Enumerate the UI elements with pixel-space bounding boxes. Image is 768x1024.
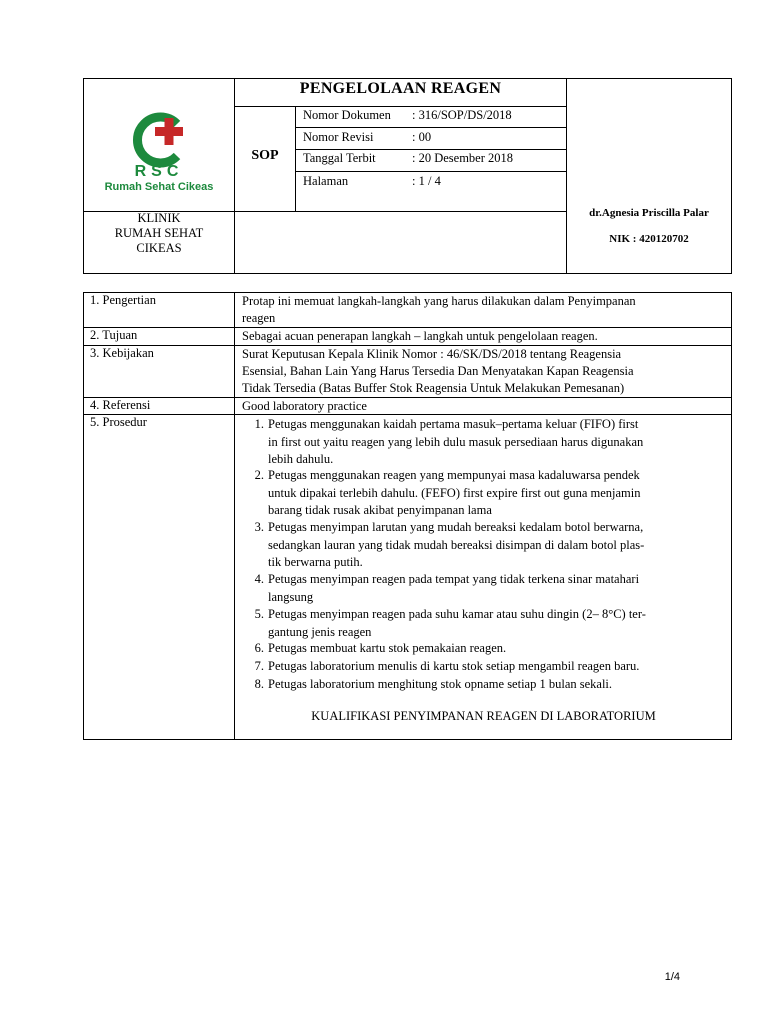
row-label-prosedur: 5. Prosedur bbox=[90, 415, 147, 429]
text-line: Petugas menyimpan reagen pada suhu kamar atau suhu dingin (2– 8°C) ter- bbox=[268, 607, 646, 621]
logo-clinic-name: Rumah Sehat Cikeas bbox=[104, 181, 214, 193]
text-line: in first out yaitu reagen yang lebih dulu masuk persediaan harus digunakan bbox=[268, 434, 644, 449]
divider bbox=[295, 127, 566, 128]
row-label-kebijakan: 3. Kebijakan bbox=[90, 346, 154, 360]
row-content-referensi bbox=[242, 398, 726, 415]
meta-value-halaman: : 1 / 4 bbox=[412, 174, 441, 188]
text-line: gantung jenis reagen bbox=[268, 624, 372, 639]
sop-label: SOP bbox=[251, 148, 279, 163]
page-number: 1/4 bbox=[664, 971, 680, 983]
text-line: Good laboratory practice bbox=[242, 399, 367, 413]
text-line: Sebagai acuan penerapan langkah – langkah untuk pengelolaan reagen. bbox=[242, 329, 598, 343]
clinic-name-line: KLINIK bbox=[137, 211, 181, 225]
procedure-item-number: 7. bbox=[254, 659, 264, 673]
clinic-name bbox=[84, 211, 234, 256]
text-line: Tidak Tersedia (Batas Buffer Stok Reagensia Untuk Melakukan Pemesanan) bbox=[242, 381, 625, 395]
text-line: Protap ini memuat langkah-langkah yang harus dilakukan dalam Penyimpanan bbox=[242, 294, 636, 308]
procedure-item-number: 1. bbox=[254, 417, 264, 431]
text-line: Petugas menggunakan kaidah pertama masuk–pertama keluar (FIFO) first bbox=[268, 417, 639, 431]
text-line: Petugas laboratorium menghitung stok opname setiap 1 bulan sekali. bbox=[268, 677, 613, 691]
text-line: Surat Keputusan Kepala Klinik Nomor : 46/SK/DS/2018 tentang Reagensia bbox=[242, 347, 622, 361]
clinic-name-line: RUMAH SEHAT bbox=[114, 226, 204, 240]
divider bbox=[295, 106, 296, 211]
divider bbox=[234, 292, 235, 740]
text-line: reagen bbox=[242, 311, 276, 325]
clinic-name-line: CIKEAS bbox=[136, 241, 182, 255]
text-line: Petugas menggunakan reagen yang mempunyai masa kadaluwarsa pendek bbox=[268, 468, 640, 482]
meta-value-nomor-dokumen: : 316/SOP/DS/2018 bbox=[412, 108, 512, 122]
text-line: Petugas laboratorium menulis di kartu stok setiap mengambil reagen baru. bbox=[268, 659, 640, 673]
row-label-referensi: 4. Referensi bbox=[90, 398, 151, 412]
rsc-logo-icon bbox=[95, 108, 223, 180]
meta-label-tanggal-terbit: Tanggal Terbit bbox=[303, 151, 376, 165]
procedure-item-number: 4. bbox=[254, 572, 264, 586]
text-line: tik berwarna putih. bbox=[268, 555, 363, 569]
signatory-name: dr.Agnesia Priscilla Palar bbox=[589, 207, 709, 219]
procedure-item-number: 6. bbox=[254, 641, 264, 655]
divider bbox=[295, 149, 566, 150]
procedure-item-number: 8. bbox=[254, 677, 264, 691]
procedure-item-number: 2. bbox=[254, 468, 264, 482]
text-line: Esensial, Bahan Lain Yang Harus Tersedia Dan Menyatakan Kapan Reagensia bbox=[242, 364, 634, 378]
row-label-tujuan: 2. Tujuan bbox=[90, 328, 138, 342]
row-content-pengertian bbox=[242, 293, 726, 327]
row-label-pengertian: 1. Pengertian bbox=[90, 293, 156, 307]
text-line: barang tidak rusak akibat penyimpanan lama bbox=[268, 503, 492, 517]
text-line: Petugas menyimpan reagen pada tempat yang tidak terkena sinar matahari bbox=[268, 572, 640, 586]
text-line: Petugas membuat kartu stok pemakaian reagen. bbox=[268, 641, 507, 655]
procedure-item-number: 5. bbox=[254, 607, 264, 621]
meta-label-nomor-revisi: Nomor Revisi bbox=[303, 130, 374, 144]
divider bbox=[234, 106, 566, 107]
clinic-logo bbox=[95, 108, 223, 198]
meta-value-nomor-revisi: : 00 bbox=[412, 130, 432, 144]
text-line: sedangkan lauran yang tidak mudah bereaksi disimpan di dalam botol plas- bbox=[268, 537, 645, 552]
divider bbox=[295, 171, 566, 172]
row-content-tujuan bbox=[242, 328, 726, 345]
section-subheading: KUALIFIKASI PENYIMPANAN REAGEN DI LABORATORIUM bbox=[311, 709, 656, 723]
row-content-kebijakan bbox=[242, 346, 726, 397]
text-line: Petugas menyimpan larutan yang mudah bereaksi kedalam botol berwarna, bbox=[268, 520, 644, 534]
divider bbox=[234, 78, 235, 274]
meta-value-tanggal-terbit: : 20 Desember 2018 bbox=[412, 151, 514, 165]
signatory-nik: NIK : 420120702 bbox=[609, 233, 689, 245]
procedure-item-number: 3. bbox=[254, 520, 264, 534]
text-line: lebih dahulu. bbox=[268, 452, 334, 466]
document-title: PENGELOLAAN REAGEN bbox=[299, 80, 502, 97]
text-line: untuk dipakai terlebih dahulu. (FEFO) first expire first out guna menjamin bbox=[268, 485, 641, 500]
logo-letters: RSC bbox=[134, 163, 184, 180]
meta-label-nomor-dokumen: Nomor Dokumen bbox=[303, 108, 391, 122]
text-line: langsung bbox=[268, 589, 314, 604]
meta-label-halaman: Halaman bbox=[303, 174, 349, 188]
